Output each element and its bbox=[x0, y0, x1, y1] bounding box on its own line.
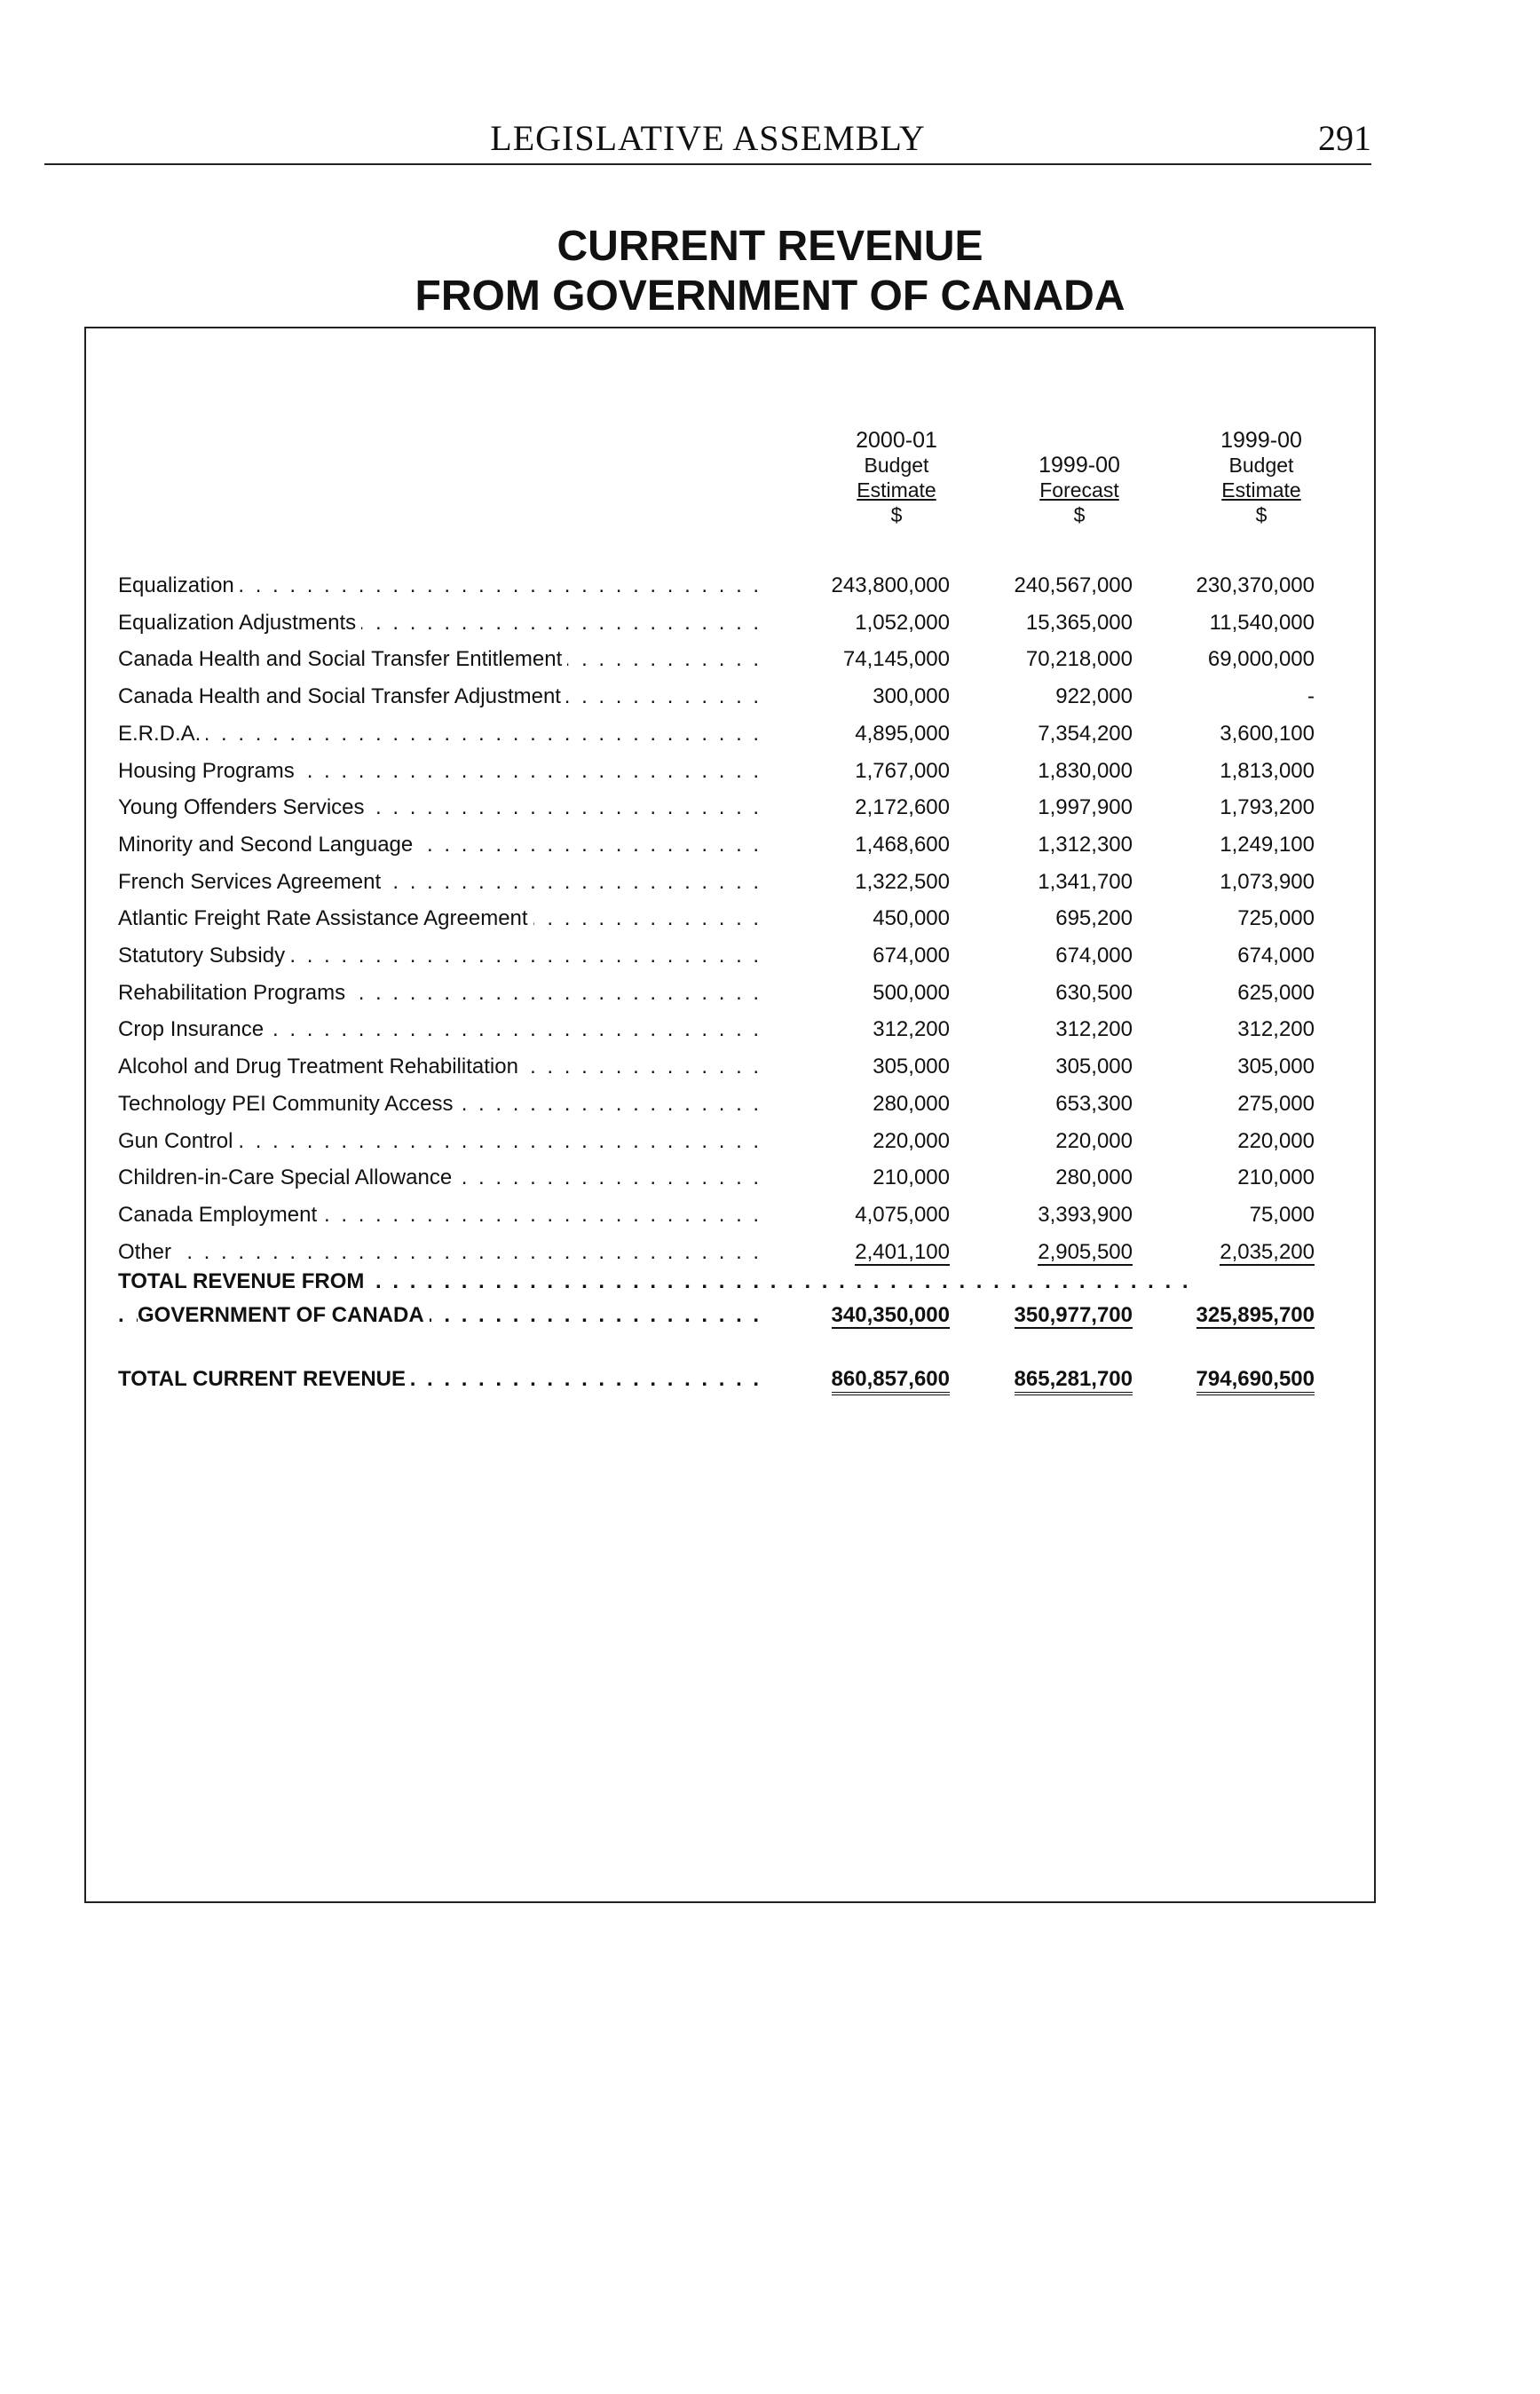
column-type: Forecast bbox=[1039, 478, 1119, 502]
row-value-col1: 500,000 bbox=[873, 980, 950, 1005]
row-label: Gun Control . . . bbox=[118, 1126, 770, 1157]
row-label: Equalization Adjustments . . . bbox=[118, 607, 770, 639]
column-unit: $ bbox=[1073, 503, 1086, 526]
row-value-col3: 69,000,000 bbox=[1207, 647, 1315, 672]
row-value-col2: 7,354,200 bbox=[1038, 721, 1133, 746]
row-value-col2: 1,997,900 bbox=[1038, 795, 1133, 820]
total-current-value-col3: 794,690,500 bbox=[1110, 1363, 1315, 1395]
row-value-col3: 75,000 bbox=[1249, 1202, 1315, 1227]
row-value-col2: 3,393,900 bbox=[1038, 1202, 1133, 1227]
row-value-col1: 243,800,000 bbox=[831, 573, 950, 597]
row-label: Canada Health and Social Transfer Entitlement . . . bbox=[118, 644, 770, 676]
total-gov-value-col3: 325,895,700 bbox=[1196, 1303, 1315, 1327]
row-value-col3: 1,813,000 bbox=[1220, 758, 1315, 783]
row-value-col3: 11,540,000 bbox=[1209, 610, 1315, 635]
row-value-col3: - bbox=[1307, 684, 1315, 709]
row-value-col2: 312,200 bbox=[1055, 1017, 1133, 1042]
total-current-value-col1: 860,857,600 bbox=[746, 1363, 950, 1395]
row-value-col1: 74,145,000 bbox=[842, 647, 950, 672]
total-gov-label-line2: GOVERNMENT OF CANADA . . . bbox=[118, 1300, 770, 1331]
column-unit: $ bbox=[890, 503, 903, 526]
row-label: Statutory Subsidy . . . bbox=[118, 940, 770, 972]
page-title-line2: FROM GOVERNMENT OF CANADA bbox=[415, 273, 1125, 320]
row-value-col1: 2,172,600 bbox=[855, 795, 950, 820]
row-value-col1: 2,401,100 bbox=[855, 1239, 950, 1264]
column-type: Estimate bbox=[1221, 478, 1301, 502]
row-label: Rehabilitation Programs . . . bbox=[118, 977, 770, 1009]
row-value-col2: 653,300 bbox=[1055, 1091, 1133, 1116]
column-unit: $ bbox=[1255, 503, 1268, 526]
row-label: Alcohol and Drug Treatment Rehabilitation . . . bbox=[118, 1051, 770, 1083]
page-title-line1: CURRENT REVENUE bbox=[557, 223, 983, 270]
total-gov-value-col2: 350,977,700 bbox=[1014, 1303, 1133, 1327]
row-value-col1: 312,200 bbox=[873, 1017, 950, 1042]
page-number: 291 bbox=[1318, 118, 1371, 158]
row-value-col2: 674,000 bbox=[1055, 944, 1133, 968]
row-value-col2: 280,000 bbox=[1055, 1165, 1133, 1190]
row-value-col2: 70,218,000 bbox=[1025, 647, 1133, 672]
row-value-col3: 220,000 bbox=[1237, 1128, 1315, 1153]
row-value-col3: 3,600,100 bbox=[1220, 721, 1315, 746]
row-value-col2: 1,312,300 bbox=[1038, 832, 1133, 857]
running-head bbox=[44, 117, 1371, 165]
row-value-col2: 15,365,000 bbox=[1025, 610, 1133, 635]
row-value-col3: 210,000 bbox=[1237, 1165, 1315, 1190]
row-value-col2: 2,905,500 bbox=[1038, 1239, 1133, 1264]
column-sub: Budget bbox=[1228, 454, 1294, 477]
row-value-col1: 210,000 bbox=[873, 1165, 950, 1190]
row-label: Equalization . . . bbox=[118, 570, 770, 602]
row-value-col3: 230,370,000 bbox=[1196, 573, 1315, 597]
row-value-col3: 1,073,900 bbox=[1220, 869, 1315, 894]
column-sub: Budget bbox=[864, 454, 929, 477]
row-label: Housing Programs . . . bbox=[118, 755, 770, 787]
row-value-col3: 2,035,200 bbox=[1220, 1239, 1315, 1264]
row-label: French Services Agreement . . . bbox=[118, 866, 770, 898]
column-header-1999-00-forecast bbox=[977, 453, 1181, 527]
row-value-col3: 305,000 bbox=[1237, 1055, 1315, 1079]
total-gov-value-col1: 340,350,000 bbox=[831, 1303, 950, 1327]
column-type: Estimate bbox=[857, 478, 936, 502]
running-title: LEGISLATIVE ASSEMBLY bbox=[490, 118, 926, 158]
total-current-label: TOTAL CURRENT REVENUE . . . bbox=[118, 1363, 770, 1395]
column-header-2000-01-estimate bbox=[794, 428, 999, 527]
row-label: Technology PEI Community Access . . . bbox=[118, 1088, 770, 1120]
row-value-col3: 1,249,100 bbox=[1220, 832, 1315, 857]
row-label: Other . . . bbox=[118, 1237, 770, 1268]
row-label: Canada Employment . . . bbox=[118, 1199, 770, 1231]
row-label: Young Offenders Services . . . bbox=[118, 792, 770, 824]
column-year: 2000-01 bbox=[856, 428, 937, 453]
row-value-col3: 275,000 bbox=[1237, 1091, 1315, 1116]
row-value-col1: 450,000 bbox=[873, 906, 950, 931]
row-value-col3: 625,000 bbox=[1237, 980, 1315, 1005]
row-value-col3: 725,000 bbox=[1237, 906, 1315, 931]
row-value-col2: 1,341,700 bbox=[1038, 869, 1133, 894]
total-current-value-col2: 865,281,700 bbox=[928, 1363, 1133, 1395]
row-value-col2: 695,200 bbox=[1055, 906, 1133, 931]
row-value-col1: 1,322,500 bbox=[855, 869, 950, 894]
row-value-col2: 240,567,000 bbox=[1014, 573, 1133, 597]
row-value-col1: 280,000 bbox=[873, 1091, 950, 1116]
row-value-col2: 1,830,000 bbox=[1038, 758, 1133, 783]
column-year: 1999-00 bbox=[1220, 428, 1302, 453]
row-value-col1: 305,000 bbox=[873, 1055, 950, 1079]
row-value-col3: 312,200 bbox=[1237, 1017, 1315, 1042]
row-value-col3: 674,000 bbox=[1237, 944, 1315, 968]
column-year: 1999-00 bbox=[1039, 453, 1120, 478]
row-value-col1: 4,075,000 bbox=[855, 1202, 950, 1227]
row-label: Minority and Second Language . . . bbox=[118, 829, 770, 861]
column-header-1999-00-estimate bbox=[1159, 428, 1363, 527]
row-value-col2: 220,000 bbox=[1055, 1128, 1133, 1153]
row-value-col1: 674,000 bbox=[873, 944, 950, 968]
row-value-col1: 220,000 bbox=[873, 1128, 950, 1153]
row-value-col3: 1,793,200 bbox=[1220, 795, 1315, 820]
row-label: Canada Health and Social Transfer Adjustment . . . bbox=[118, 681, 770, 713]
row-value-col1: 4,895,000 bbox=[855, 721, 950, 746]
row-value-col1: 1,468,600 bbox=[855, 832, 950, 857]
row-value-col2: 630,500 bbox=[1055, 980, 1133, 1005]
row-label: Crop Insurance . . . bbox=[118, 1014, 770, 1046]
total-gov-label-line1: TOTAL REVENUE FROM . . . bbox=[118, 1266, 770, 1298]
row-label: Atlantic Freight Rate Assistance Agreement . . . bbox=[118, 903, 770, 935]
row-value-col1: 1,767,000 bbox=[855, 758, 950, 783]
row-value-col2: 305,000 bbox=[1055, 1055, 1133, 1079]
row-label: E.R.D.A. . . . bbox=[118, 718, 770, 750]
row-value-col1: 300,000 bbox=[873, 684, 950, 709]
row-value-col1: 1,052,000 bbox=[855, 610, 950, 635]
row-label: Children-in-Care Special Allowance . . . bbox=[118, 1162, 770, 1194]
row-value-col2: 922,000 bbox=[1055, 684, 1133, 709]
